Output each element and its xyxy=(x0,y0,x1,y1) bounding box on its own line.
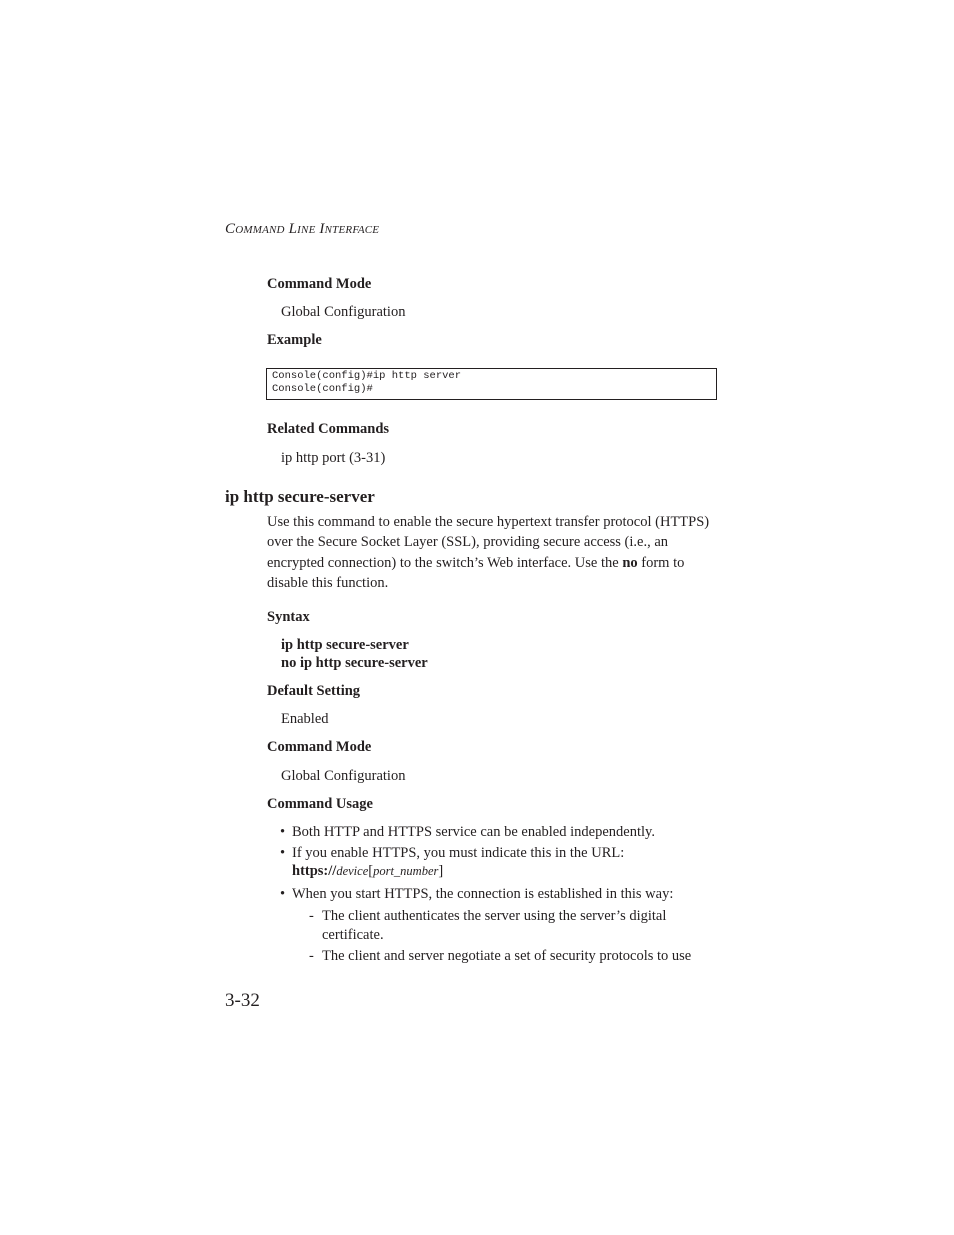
example-code-box xyxy=(266,368,717,400)
related-commands-heading: Related Commands xyxy=(267,421,390,437)
page-number: 3-32 xyxy=(225,990,260,1011)
command-mode-heading: Command Mode xyxy=(267,739,372,755)
bullet-icon: • xyxy=(280,886,286,902)
example-heading: Example xyxy=(267,332,322,348)
description-text: Use this command to enable the secure hypertext transfer protocol (HTTPS) over the Secure Socket Layer (SSL), providing secure access (i.e., an encrypted connection) to the switch’s Web interface. Use the xyxy=(267,514,710,571)
url-bracket: ] xyxy=(438,863,444,879)
bullet-icon: • xyxy=(280,845,286,861)
command-description xyxy=(267,512,719,593)
command-title: ip http secure-server xyxy=(225,487,375,506)
list-item xyxy=(280,886,673,903)
syntax-heading: Syntax xyxy=(267,609,310,625)
sub-list-item-text: The client and server negotiate a set of security protocols to use xyxy=(322,948,692,964)
url-device: device xyxy=(336,864,369,878)
list-item xyxy=(280,845,624,862)
sub-list-item-text: The client authenticates the server using the server’s digital xyxy=(322,908,667,924)
url-protocol: https:// xyxy=(292,863,337,879)
url-syntax xyxy=(292,863,443,880)
sub-list-item-continuation: certificate. xyxy=(322,927,384,943)
dash-icon: - xyxy=(309,908,314,924)
syntax-line: ip http secure-server xyxy=(281,637,409,653)
default-setting-value: Enabled xyxy=(281,711,329,727)
bullet-icon: • xyxy=(280,824,286,840)
list-item xyxy=(280,824,655,841)
command-mode-value: Global Configuration xyxy=(281,304,406,320)
url-port: port_number xyxy=(373,864,439,878)
default-setting-heading: Default Setting xyxy=(267,683,361,699)
syntax-line: no ip http secure-server xyxy=(281,655,428,671)
running-head: Command Line Interface xyxy=(225,221,380,237)
sub-list-item xyxy=(309,948,691,965)
command-mode-heading: Command Mode xyxy=(267,276,372,292)
sub-list-item xyxy=(309,908,666,925)
description-keyword: no xyxy=(622,554,638,571)
code-line: Console(config)# xyxy=(272,383,373,395)
related-command-link: ip http port (3-31) xyxy=(281,450,386,466)
code-line: Console(config)#ip http server xyxy=(272,370,462,382)
list-item-text: Both HTTP and HTTPS service can be enabled independently. xyxy=(292,824,655,840)
description-text-end: form to disable this function. xyxy=(267,554,685,591)
list-item-text: When you start HTTPS, the connection is established in this way: xyxy=(292,886,674,902)
command-mode-value: Global Configuration xyxy=(281,768,406,784)
command-usage-heading: Command Usage xyxy=(267,796,373,812)
url-bracket: [ xyxy=(368,863,374,879)
dash-icon: - xyxy=(309,948,314,964)
list-item-text: If you enable HTTPS, you must indicate this in the URL: xyxy=(292,845,625,861)
